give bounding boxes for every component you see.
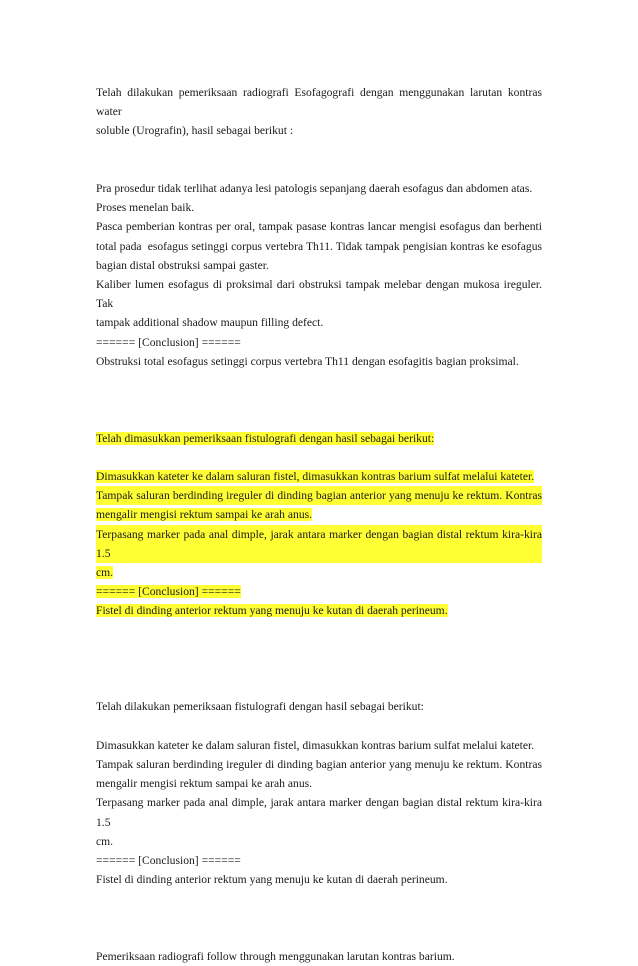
report2-finding: cm. <box>96 565 114 579</box>
document-body <box>96 83 542 966</box>
report1-conclusion-marker: ====== [Conclusion] ====== <box>96 335 241 349</box>
spacer <box>96 659 542 678</box>
report1-intro-line1: Telah dilakukan pemeriksaan radiografi Esofagografi dengan menggunakan larutan kontras water <box>96 86 542 119</box>
report1-finding: bagian distal obstruksi sampai gaster. <box>96 258 269 272</box>
spacer <box>96 448 542 467</box>
spacer <box>96 409 542 428</box>
report4-intro: Pemeriksaan radiografi follow through menggunakan larutan kontras barium. <box>96 949 455 963</box>
report1-finding: Pra prosedur tidak terlihat adanya lesi patologis sepanjang daerah esofagus dan abdomen atas. <box>96 181 533 195</box>
spacer <box>96 928 542 947</box>
spacer <box>96 160 542 179</box>
report1-finding: Proses menelan baik. <box>96 201 195 215</box>
report-esofagografi <box>96 83 542 371</box>
spacer <box>96 621 542 640</box>
spacer <box>96 640 542 659</box>
report3-conclusion-marker: ====== [Conclusion] ====== <box>96 853 241 867</box>
spacer <box>96 390 542 409</box>
spacer <box>96 889 542 908</box>
report-fistulografi <box>96 697 542 889</box>
report-fistulografi-highlighted <box>96 429 542 621</box>
report3-intro: Telah dilakukan pemeriksaan fistulografi dengan hasil sebagai berikut: <box>96 700 424 714</box>
report3-finding: Tampak saluran berdinding ireguler di dinding bagian anterior yang menuju ke rektum. Kontras <box>96 757 542 771</box>
report2-finding: Tampak saluran berdinding ireguler di dinding bagian anterior yang menuju ke rektum. Kontras <box>96 486 542 505</box>
spacer <box>96 371 542 390</box>
spacer <box>96 141 542 160</box>
report1-finding: Pasca pemberian kontras per oral, tampak pasase kontras lancar mengisi esofagus dan berhenti <box>96 220 542 234</box>
report2-finding-line <box>96 563 542 582</box>
report1-finding: Kaliber lumen esofagus di proksimal dari obstruksi tampak melebar dengan mukosa ireguler. Tak <box>96 278 542 311</box>
report3-finding: cm. <box>96 834 114 848</box>
report2-conclusion-marker-line <box>96 582 542 601</box>
report1-finding: total pada esofagus setinggi corpus vertebra Th11. Tidak tampak pengisian kontras ke esofagus <box>96 239 542 253</box>
report3-conclusion: Fistel di dinding anterior rektum yang menuju ke kutan di daerah perineum. <box>96 873 448 887</box>
spacer <box>96 717 542 736</box>
report1-intro-line2: soluble (Urografin), hasil sebagai berikut : <box>96 124 294 138</box>
report2-conclusion-line <box>96 601 542 620</box>
report2-finding: Dimasukkan kateter ke dalam saluran fistel, dimasukkan kontras barium sulfat melalui kateter. <box>96 469 535 483</box>
report2-intro: Telah dimasukkan pemeriksaan fistulografi dengan hasil sebagai berikut: <box>96 431 435 445</box>
report-follow-through <box>96 947 542 966</box>
report3-finding: mengalir mengisi rektum sampai ke arah anus. <box>96 777 313 791</box>
report2-conclusion: Fistel di dinding anterior rektum yang menuju ke kutan di daerah perineum. <box>96 604 448 618</box>
report3-finding: Terpasang marker pada anal dimple, jarak antara marker dengan bagian distal rektum kira-kira 1.5 <box>96 796 542 829</box>
report3-finding: Dimasukkan kateter ke dalam saluran fistel, dimasukkan kontras barium sulfat melalui kateter. <box>96 738 535 752</box>
report2-intro-line <box>96 429 542 448</box>
report2-finding-line <box>96 505 542 524</box>
report2-finding-line <box>96 467 542 486</box>
report2-finding: mengalir mengisi rektum sampai ke arah anus. <box>96 508 313 522</box>
report1-finding: tampak additional shadow maupun filling defect. <box>96 316 324 330</box>
report2-finding: Terpasang marker pada anal dimple, jarak antara marker dengan bagian distal rektum kira-kira 1.5 <box>96 525 542 563</box>
report1-conclusion: Obstruksi total esofagus setinggi corpus vertebra Th11 dengan esofagitis bagian proksimal. <box>96 354 519 368</box>
spacer <box>96 678 542 697</box>
spacer <box>96 909 542 928</box>
report2-conclusion-marker: ====== [Conclusion] ====== <box>96 585 241 599</box>
